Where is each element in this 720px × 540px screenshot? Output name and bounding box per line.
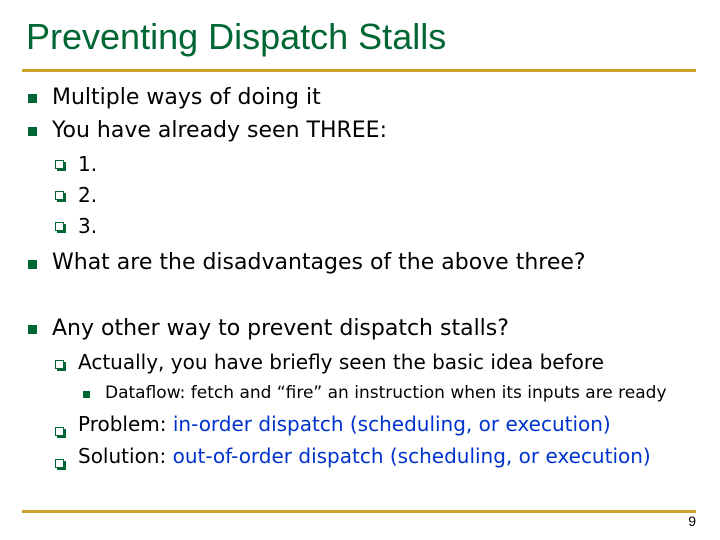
hollow-square-icon	[55, 222, 64, 231]
sub-bullet-solution	[78, 444, 651, 468]
solution-label: Solution:	[78, 444, 173, 468]
slide-title: Preventing Dispatch Stalls	[26, 16, 447, 57]
sub-sub-bullet-dataflow: Dataflow: fetch and “fire” an instruction when its inputs are ready	[105, 383, 667, 403]
problem-highlight: in-order dispatch (scheduling, or execution)	[172, 412, 611, 436]
title-divider	[22, 69, 696, 72]
page-number: 9	[688, 513, 696, 529]
hollow-square-icon	[55, 191, 64, 200]
bullet-other-way: Any other way to prevent dispatch stalls?	[52, 316, 509, 341]
filled-square-icon	[28, 325, 37, 334]
bullet-multiple-ways: Multiple ways of doing it	[52, 85, 321, 110]
filled-square-icon	[28, 260, 37, 269]
sub-bullet-3: 3.	[78, 214, 98, 238]
sub-bullet-2: 2.	[78, 183, 98, 207]
bullet-seen-three: You have already seen THREE:	[52, 118, 387, 143]
sub-bullet-actually: Actually, you have briefly seen the basic idea before	[78, 350, 604, 374]
sub-bullet-problem	[78, 412, 611, 436]
footer-divider	[22, 510, 696, 513]
filled-square-icon	[28, 94, 37, 103]
filled-square-icon	[28, 127, 37, 136]
bullet-disadvantages: What are the disadvantages of the above three?	[52, 250, 586, 275]
problem-label: Problem:	[78, 412, 173, 436]
small-filled-square-icon	[83, 391, 90, 398]
hollow-square-icon	[55, 160, 64, 169]
solution-highlight: out-of-order dispatch (scheduling, or execution)	[172, 444, 651, 468]
hollow-square-icon	[55, 427, 64, 436]
sub-bullet-1: 1.	[78, 152, 98, 176]
hollow-square-icon	[55, 459, 64, 468]
hollow-square-icon	[55, 360, 64, 369]
